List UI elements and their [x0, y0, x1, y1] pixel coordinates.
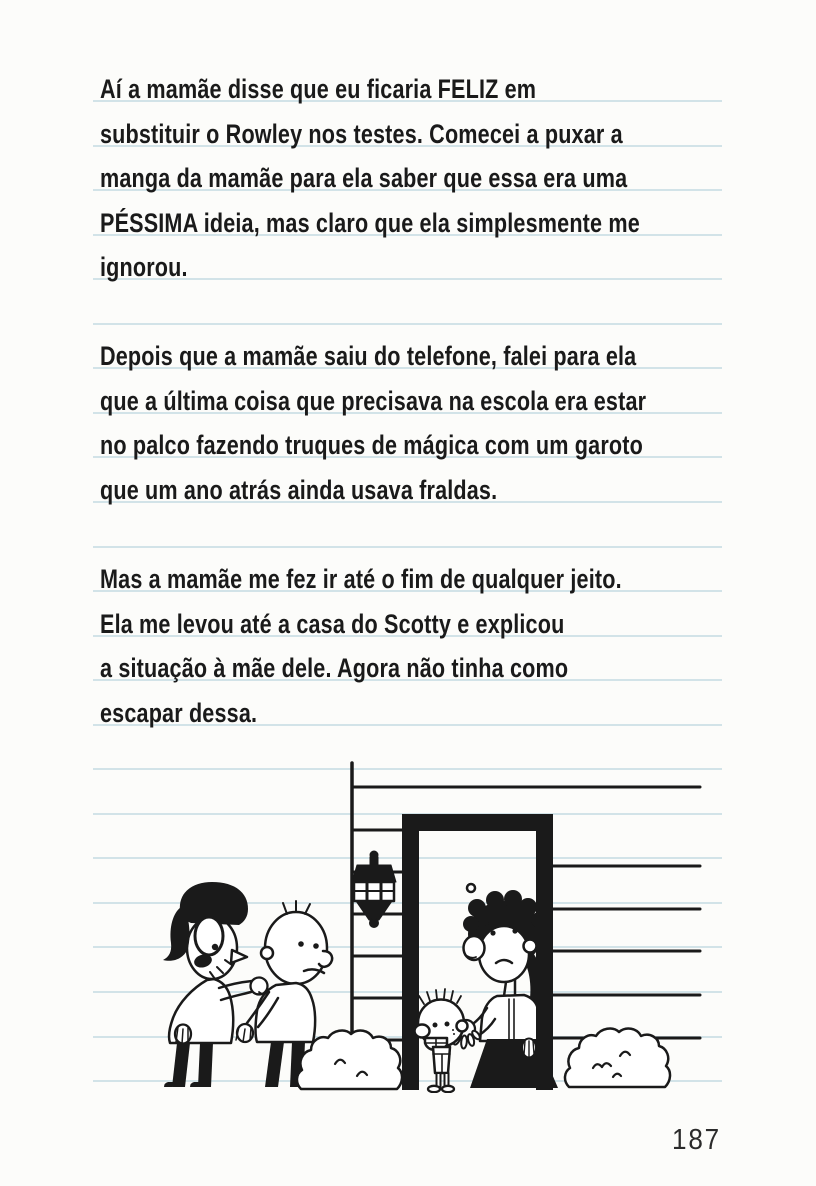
handwritten-line: PÉSSIMA ideia, mas claro que ela simplesmente me	[100, 207, 640, 238]
illustration	[95, 758, 715, 1093]
porch-lamp-icon	[352, 851, 396, 928]
greg-mom-figure	[163, 882, 268, 1087]
doorbell-icon	[467, 884, 475, 892]
handwritten-line: que a última coisa que precisava na escola era estar	[100, 385, 647, 416]
handwritten-line: Mas a mamãe me fez ir até o fim de qualquer jeito.	[100, 564, 622, 595]
handwritten-line: Ela me levou até a casa do Scotty e explicou	[100, 608, 565, 639]
ruled-line	[93, 323, 722, 325]
handwritten-line: escapar dessa.	[100, 697, 258, 728]
ruled-line	[93, 546, 722, 548]
handwritten-line: substituir o Rowley nos testes. Comecei a puxar a	[100, 118, 623, 149]
handwritten-line: a situação à mãe dele. Agora não tinha como	[100, 653, 569, 684]
handwritten-line: Aí a mamãe disse que eu ficaria FELIZ em	[100, 74, 537, 104]
handwritten-line: Depois que a mamãe saiu do telefone, falei para ela	[100, 341, 637, 372]
page-number: 187	[672, 1124, 721, 1156]
handwritten-line: no palco fazendo truques de mágica com um garoto	[100, 430, 643, 461]
handwritten-line: que um ano atrás ainda usava fraldas.	[100, 475, 498, 505]
handwritten-line: manga da mamãe para ela saber que essa era uma	[100, 163, 628, 194]
handwritten-line: ignorou.	[100, 252, 188, 283]
